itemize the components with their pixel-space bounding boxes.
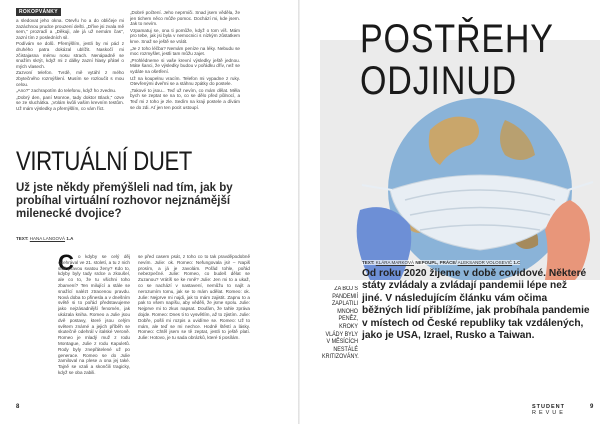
byline bbox=[16, 236, 73, 241]
logo-line: STUDENT bbox=[532, 404, 565, 410]
paragraph: „Je z toho léčba? Nemám peníze na léky. Nebudu se moc rozmyšlet, jestli tam můžu zajet. bbox=[130, 45, 240, 57]
byline bbox=[362, 260, 520, 265]
article-lead: Už jste někdy přemýšleli nad tím, jak by probíhal virtuální rozhovor nejznámější milenecké dvojice? bbox=[16, 182, 233, 220]
pull-quote: ZA BOJ S PANDEMIÍ ZAPLATILI MNOHO PENĚZ, KROKY VLÁDY BYLY V MĚSÍCÍCH NESTÁLÉ KRITIZOVÁNY. bbox=[322, 286, 359, 361]
author-name: ALEKSANDR VOLOSEVIČ bbox=[457, 260, 513, 265]
paragraph: Zazvoní telefon. Tvrdě, mě vytáhl z mého zbytečného rozmýšlení. Musím se rozloučit s mou celou. bbox=[16, 70, 124, 87]
paragraph: Už na koupelnu vracím. Telefon mi vypadne z ruky. Otevřenými dveřmi se a stáhnu zpátky do postele. bbox=[130, 75, 240, 87]
author-class: 1.A bbox=[66, 236, 74, 241]
author-class: 1.C bbox=[513, 260, 521, 265]
paragraph: „Prohlédneme si vaše krevní výsledky ještě jednou. Máte šanci, že výsledky budou v pořádku dřív, než se vydáte na ošetření. bbox=[130, 57, 240, 74]
paragraph: „Dobré počtení. Jeho neprmiči. Snad jsem věděla, že jen tichem něco může pomoc. Dochází mi, kde jsem. Jak to nevím. bbox=[130, 10, 240, 27]
paragraph: „Ano?" zachrapotím do telefonu, když ho zvednu. bbox=[16, 88, 117, 94]
body-text: se před casem psát, z toho co to tak pravděpodobně nevím. Julie: ok. Romeo: Nefungovala jsi! – Napiš prosím, a já je zavolám. Pořád tohle, pořád nebezpečné. Julie: Romeo, co budeš dělat se Zuzanou? Vrátíš se ke mně? Julie: Jen mi to a ukaž, co se nachází v nastavení, nemůžu to najít a nerozumím tomu, jak se to mám udělat. Romeo: ok. Julie: Nejprve mi najdi, jak to mám zajistit. Zapnu to a pak to všem napíšu, aby věděli, že jsme spolu. Julie: Nejprve mi to zkus napsat. Doufám, že tahle zpráva dojde. Romeo: Dnes ti to vysvětlím, až to zjistím. Julie: Dobře, pošli mi rozpis a uvidíme se. Romeo: Už to mám, ale teď se mi nechce. Hodně štěstí a lásky. Romeo: Chtěl jsem se tě zeptat, jestli to ještě platí. Julie: Hotovo, je tu sada obrázků, které ti posílám. bbox=[138, 254, 250, 341]
byline-mid: NEPOUPL, PRÁCE/ bbox=[415, 260, 457, 265]
body-column-1 bbox=[58, 250, 130, 412]
article-title bbox=[360, 18, 554, 102]
paragraph: a sledovat jeho okna. Otevřu ho a do obličeje mi zazáchnou prudce prouzení dešti. „Dříve jsi zvala mě sem," prozradí a „Děkuji, ale já už nemám čas", zazní tím z posledních sil. bbox=[16, 18, 124, 40]
body-text: o kdyby se celý děj odehrával ve 21. století, a tu z nich stali pravou svatou ženy? Kdo to, kdyby byly tady srdce a zkoušel, ale co to, že tu všichni toho zbarvení? Ten milující a stále se snažící nalézt ztracenou pravdu. Nová doba to přinesla a v dnešním světě si to pořád představujeme jako nejzásadnější fenomén, jak ukázala kniha. Romeo a Julie jsou dvě postavy, které jsou celým světem známé a jejich příběh se skutečně odehrál v italské Veroně. Romeo je mladý muž z rodu Montague, Julie z rodu Kapuletů. Rody byly znepřátelené už po generace. Romeo se do Julie zamiloval na plese a ona jej také. Tajně se vzali a skončili tragicky, když se oba zabili. bbox=[58, 254, 130, 375]
story-column-1 bbox=[16, 18, 124, 140]
paragraph: Podívám se dolů. Přemýšlím, jestli by mi pád z druhého patra dokázal ublížit. Naskočí mi zčistajasna mému nosu strach. Nenápadně se snažím skrýt, když mi z dálky zazní hlasy přátel o mých vlasech. bbox=[16, 41, 124, 69]
story-column-2 bbox=[130, 10, 240, 140]
article-lead: Od roku 2020 žijeme v době covidové. Některé státy zvládaly a zvládají pandemii lépe než jiné. V následujícím článku vám očima běžných lidí přiblížíme, jak probíhala pandemie v místech od České republiky tak vzdálených, jako je USA, Izrael, Rusko a Taiwan. bbox=[362, 268, 590, 342]
right-page bbox=[300, 0, 600, 424]
title-line: ODJINUD bbox=[360, 59, 518, 103]
author-name: HANA LANGOVÁ bbox=[29, 236, 66, 241]
drop-cap: C bbox=[58, 250, 74, 275]
body-column-2 bbox=[138, 254, 250, 406]
author-name: KLÁRA MARKOVÁ bbox=[375, 260, 415, 265]
title-line: POSTŘEHY bbox=[360, 17, 554, 61]
logo-line: REVUE bbox=[532, 410, 566, 416]
magazine-logo bbox=[532, 404, 566, 416]
page-number: 8 bbox=[16, 404, 20, 410]
page-number: 9 bbox=[590, 404, 594, 410]
paragraph: „Takové to jsou... Teď už nevím, co mám dělat. Měla bych se zeptat se na to, co se dělo před půlnocí, a Teď mi z toho je zle. Sedím na kraji postele a dívám se do zdi. Ať jen ten pocit ustoupí. bbox=[130, 87, 240, 110]
section-tag: ROKOPVÁNKY bbox=[16, 8, 61, 16]
byline-label: TEXT: bbox=[362, 260, 375, 265]
article-title: VIRTUÁLNÍ DUET bbox=[16, 146, 192, 176]
byline-label: TEXT: bbox=[16, 236, 29, 241]
paragraph: Vzpamatuj se, ona ti pomůže, když o tom víš. Mám pro tebe, jak jsi byla v nemocnici s nízkým zůstatkem krve. Snaž se ještě se vrátit. bbox=[130, 27, 240, 44]
paragraph: „Dobrý den, paní Monroe, tady doktor Black," ozve se ze sluchátka. „Volám kvůli vašim krevním testům. Už mám výsledky a přemýšlím, co vám říct. bbox=[16, 94, 124, 111]
